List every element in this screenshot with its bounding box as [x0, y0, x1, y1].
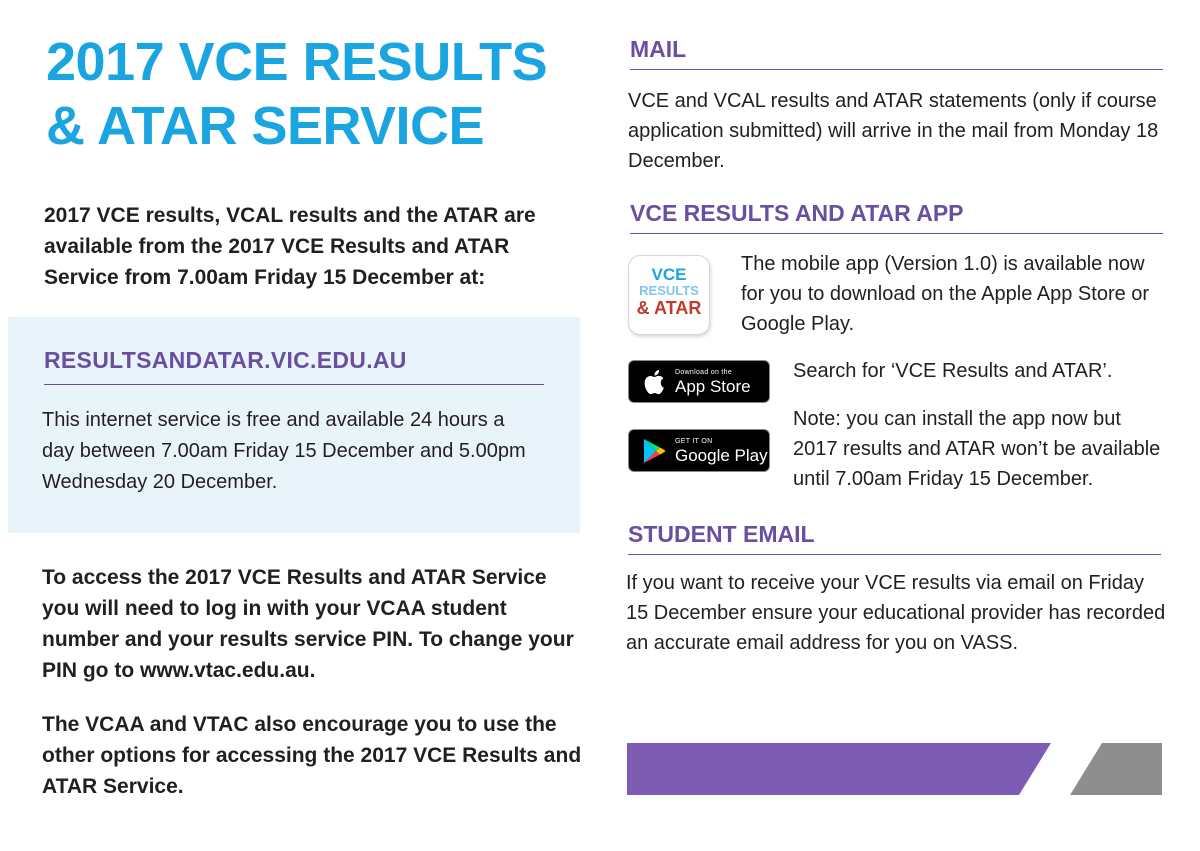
student-email-heading: STUDENT EMAIL [628, 521, 1161, 555]
website-availability-text: This internet service is free and available 24 hours a day between 7.00am Friday 15 December and 5.00pm Wednesday 20 December. [42, 409, 526, 493]
app-store-badge[interactable] [628, 360, 770, 403]
page-title [46, 30, 606, 158]
app-description: The mobile app (Version 1.0) is available now for you to download on the Apple App Store or Google Play. [741, 253, 1150, 335]
website-info-box [8, 317, 580, 533]
google-play-label: Google Play [675, 445, 768, 465]
mail-heading: MAIL [630, 36, 1163, 70]
google-play-icon [639, 436, 669, 466]
app-heading: VCE RESULTS AND ATAR APP [630, 200, 1163, 234]
encourage-paragraph: The VCAA and VTAC also encourage you to use the other options for accessing the 2017 VCE Results and ATAR Service. [42, 713, 582, 798]
access-instructions: To access the 2017 VCE Results and ATAR Service you will need to log in with your VCAA student number and your results service PIN. To change your PIN go to www.vtac.edu.au. [42, 566, 574, 682]
google-play-badge[interactable] [628, 429, 770, 472]
intro-paragraph: 2017 VCE results, VCAL results and the ATAR are available from the 2017 VCE Results and ATAR Service from 7.00am Friday 15 December at: [44, 204, 536, 289]
vce-results-app-icon[interactable] [628, 255, 710, 335]
apple-icon [639, 367, 669, 397]
app-store-small-text: Download on the [675, 368, 733, 376]
decorative-purple-bar [627, 743, 1051, 795]
mail-text: VCE and VCAL results and ATAR statements (only if course application submitted) will arrive in the mail from Monday 18 December. [628, 90, 1159, 172]
decorative-grey-bar [1070, 743, 1162, 795]
app-note-text: Note: you can install the app now but 2017 results and ATAR won’t be available until 7.00am Friday 15 December. [793, 408, 1161, 490]
title-line-2: & ATAR SERVICE [46, 96, 485, 156]
student-email-text: If you want to receive your VCE results via email on Friday 15 December ensure your educational provider has recorded an accurate email address for you on VASS. [626, 572, 1166, 654]
app-icon-line-1: VCE [651, 265, 687, 284]
google-play-small-text: GET IT ON [675, 437, 713, 445]
app-icon-line-3: & ATAR [636, 298, 702, 318]
app-icon-line-2: RESULTS [639, 283, 699, 298]
title-line-1: 2017 VCE RESULTS [46, 32, 548, 92]
app-store-label: App Store [675, 376, 751, 396]
app-search-text: Search for ‘VCE Results and ATAR’. [793, 360, 1113, 382]
website-url-heading[interactable]: RESULTSANDATAR.VIC.EDU.AU [44, 347, 544, 385]
